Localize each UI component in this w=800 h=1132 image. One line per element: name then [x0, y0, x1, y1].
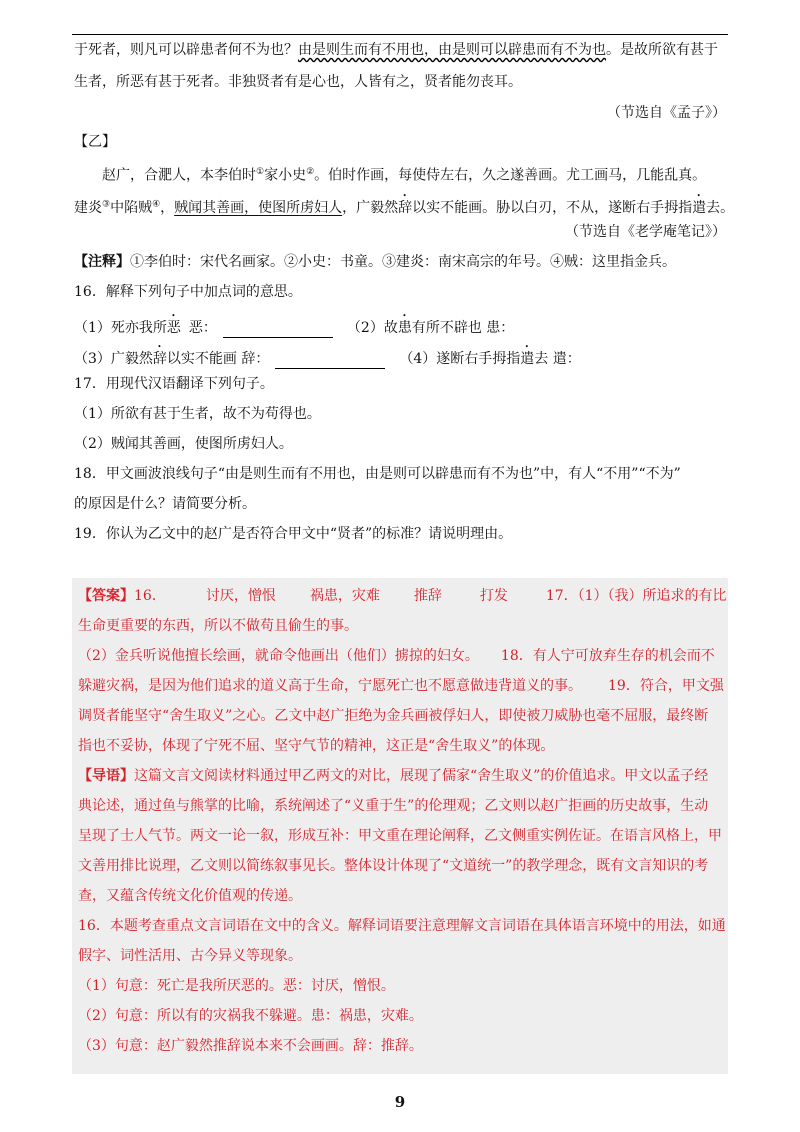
answer-line-3: （2）金兵听说他擅长绘画，就命令他画出（他们）掳掠的妇女。 18．有人宁可放弃生存的机会而不: [78, 648, 715, 664]
answer-blank[interactable]: [223, 323, 333, 338]
question-16-items-1-2: （1）死亦我所恶 恶： （2）故患有所不辟也 患：: [74, 320, 515, 336]
yi-line-2: 建炎③中陷贼④，贼闻其善画，使图所虏妇人，广毅然辞以实不能画。胁以白刃，不从，遂断右手拇指遣去。: [74, 199, 735, 216]
top-rule: [72, 34, 728, 35]
explain-line-1: 16．本题考查重点文言词语在文中的含义。解释词语要注意理解文言词语在具体语言环境中的用法，如通: [78, 918, 726, 934]
question-18-line-1: 18．甲文画波浪线句子“由是则生而有不用也，由是则可以辟患而有不为也”中，有人“不用”“不为”: [74, 466, 681, 482]
question-19: 19．你认为乙文中的赵广是否符合甲文中“贤者”的标准？请说明理由。: [74, 526, 513, 542]
yi-line-1: 赵广，合淝人，本李伯时①家小史②。伯时作画，每使侍左右，久之遂善画。尤工画马，几能乱真。: [102, 167, 707, 184]
yi-heading: 【乙】: [74, 134, 116, 150]
guide-line-2: 典论述，通过鱼与熊掌的比喻，系统阐述了“义重于生”的伦理观；乙文则以赵广拒画的历史故事，生动: [78, 798, 709, 814]
underlined-sentence: 贼闻其善画，使图所虏妇人: [174, 200, 343, 216]
explain-line-2: 假字、词性活用、古今异义等现象。: [78, 948, 302, 964]
page-number: 9: [394, 1093, 406, 1111]
answer-line-4: 躲避灾祸，是因为他们追求的道义高于生命，宁愿死亡也不愿意做违背道义的事。 19．符合，甲文强: [78, 678, 724, 694]
answer-line-1: 【答案】16． 讨厌，憎恨 祸患，灾难 推辞 打发 17．（1）（我）所追求的有比: [78, 588, 727, 604]
answer-blank[interactable]: [275, 354, 385, 369]
explain-line-3: （1）句意：死亡是我所厌恶的。恶：讨厌，憎恨。: [78, 978, 395, 994]
jia-line-1: 于死者，则凡可以辟患者何不为也？由是则生而有不用也，由是则可以辟患而有不为也。是故所欲有甚于: [74, 42, 718, 58]
answer-line-5: 调贤者能坚守“舍生取义”之心。乙文中赵广拒绝为金兵画被俘妇人，即使被刀威胁也毫不屈服，最终断: [78, 708, 709, 724]
explain-line-5: （3）句意：赵广毅然推辞说本来不会画画。辞：推辞。: [78, 1038, 423, 1054]
guide-line-3: 呈现了士人气节。两文一论一叙，形成互补：甲文重在理论阐释，乙文侧重实例佐证。在语言风格上，甲: [78, 828, 722, 844]
question-16: 16．解释下列句子中加点词的意思。: [74, 284, 302, 300]
yi-source: （节选自《老学庵笔记》）: [565, 224, 726, 240]
guide-line-5: 查，又蕴含传统文化价值观的传递。: [78, 888, 302, 904]
question-17-2: （2）贼闻其善画，使图所虏妇人。: [74, 436, 293, 452]
question-16-items-3-4: （3）广毅然辞以实不能画 辞： （4）遂断右手拇指遣去 遣：: [74, 351, 581, 367]
answer-line-2: 生命更重要的东西，所以不做苟且偷生的事。: [78, 618, 358, 634]
guide-line-1: 【导语】这篇文言文阅读材料通过甲乙两文的对比，展现了儒家“舍生取义”的价值追求。甲文以孟子经: [78, 768, 709, 784]
notes: 【注释】①李伯时：宋代名画家。②小史：书童。③建炎：南宋高宗的年号。④贼：这里指金兵。: [74, 254, 676, 270]
explain-line-4: （2）句意：所以有的灾祸我不躲避。患：祸患，灾难。: [78, 1008, 423, 1024]
question-17: 17．用现代汉语翻译下列句子。: [74, 376, 274, 392]
answer-line-6: 指也不妥协，体现了宁死不屈、坚守气节的精神，这正是“舍生取义”的体现。: [78, 738, 555, 754]
guide-line-4: 文善用排比说理，乙文则以简练叙事见长。整体设计体现了“文道统一”的教学理念，既有文言知识的考: [78, 858, 709, 874]
question-17-1: （1）所欲有甚于生者，故不为苟得也。: [74, 406, 321, 422]
jia-line-2: 生者，所恶有甚于死者。非独贤者有是心也，人皆有之，贤者能勿丧耳。: [74, 74, 522, 90]
wavy-underlined-sentence: 由是则生而有不用也，由是则可以辟患而有不为也: [298, 42, 606, 58]
question-18-line-2: 的原因是什么？请简要分析。: [74, 496, 256, 512]
jia-source: （节选自《孟子》）: [607, 105, 726, 121]
